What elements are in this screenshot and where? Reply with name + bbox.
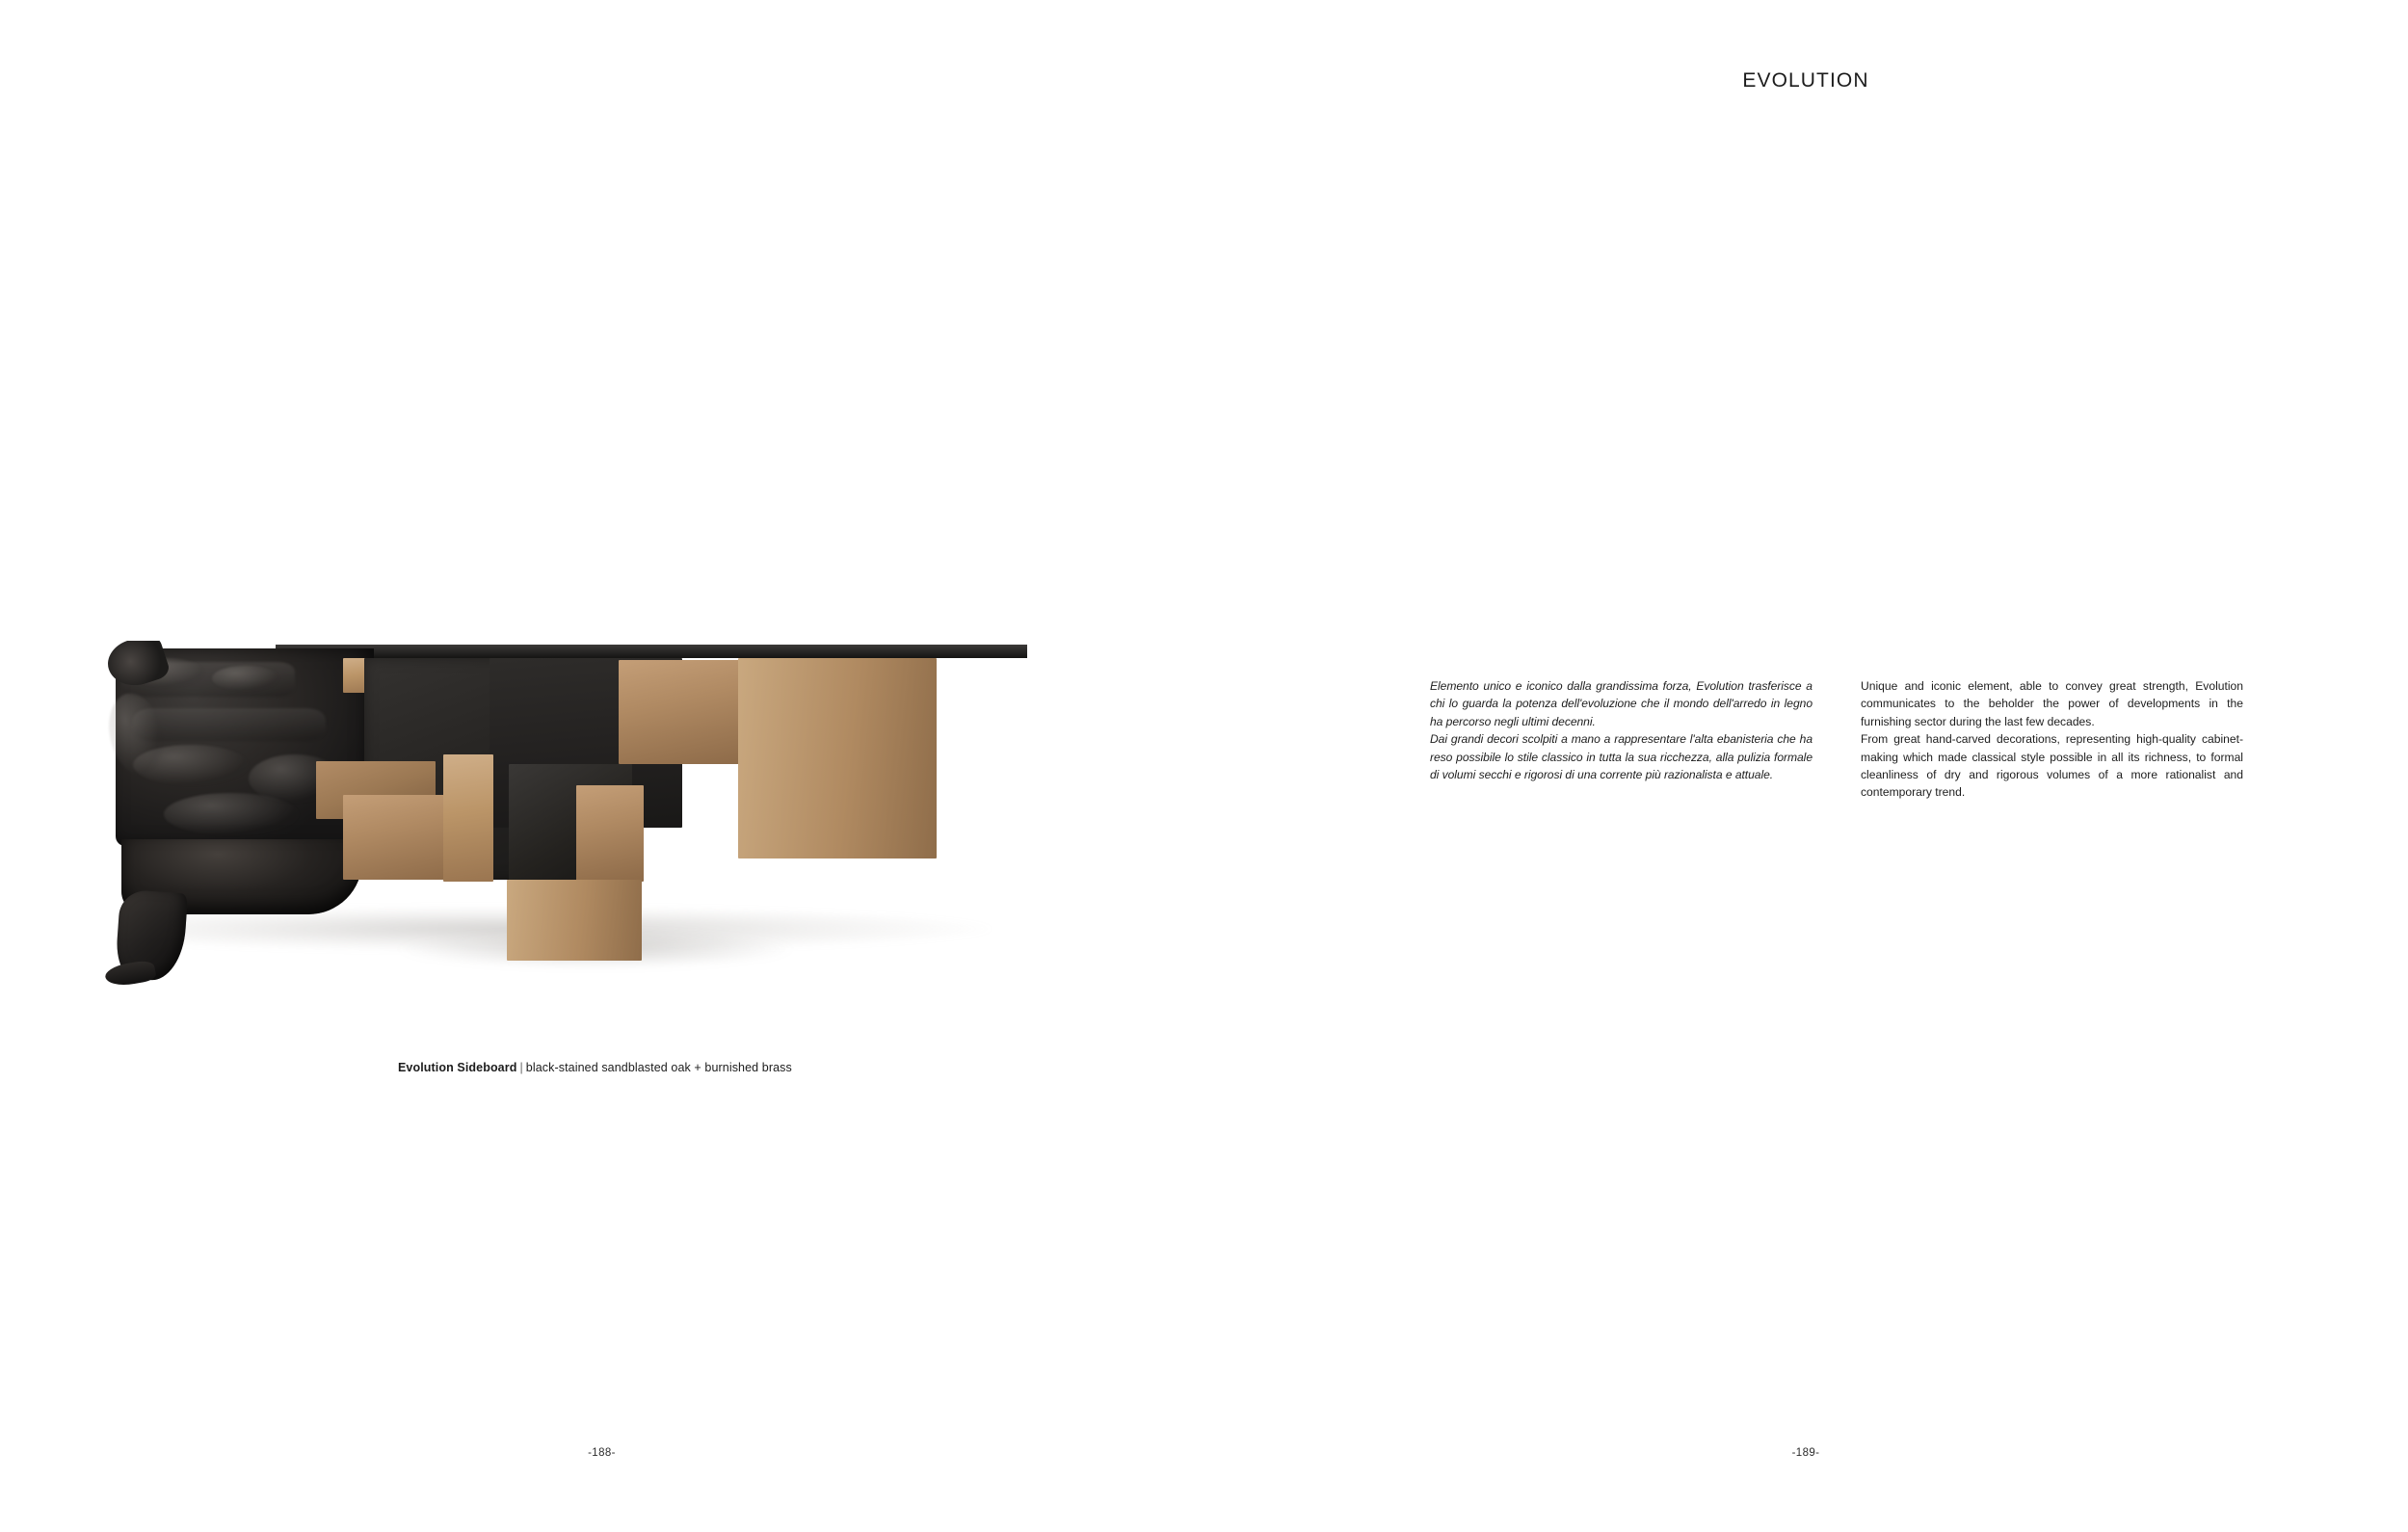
folio-right: -189- [1791, 1447, 1820, 1459]
paragraph-italian-1: Elemento unico e iconico dalla grandissima forza, Evolution trasferisce a chi lo guarda la potenza dell'evoluzione che il mondo dell'arredo in legno ha percorso negli ultimi decenni. [1430, 679, 1813, 728]
carved-cabriole-leg [115, 889, 188, 983]
paragraph-english-2: From great hand-carved decorations, representing high-quality cabinet-making which made classical style possible in all its richness, to formal cleanliness of dry and rigorous volumes of a more rationalist and contemporary trend. [1861, 732, 2243, 800]
carving-detail [164, 793, 299, 835]
caption-product-name: Evolution Sideboard [398, 1061, 517, 1074]
caption-materials: black-stained sandblasted oak + burnished brass [525, 1061, 792, 1074]
description-columns [1430, 677, 2244, 802]
brass-panel-right [738, 658, 937, 858]
folio-left: -188- [588, 1447, 616, 1459]
figure-caption [398, 1061, 792, 1074]
column-italian [1430, 677, 1813, 802]
brass-panel-inset [576, 785, 644, 882]
paragraph-english-1: Unique and iconic element, able to convey great strength, Evolution communicates to the beholder the power of developments in the furnishing sector during the last few decades. [1861, 679, 2243, 728]
brass-panel-vertical [443, 754, 493, 882]
product-image [104, 641, 1087, 1036]
caption-separator: | [519, 1061, 523, 1074]
carving-detail [212, 666, 279, 691]
column-english [1861, 677, 2243, 802]
brass-panel-lower-left [343, 795, 459, 880]
brass-panel-upper-center [619, 660, 750, 764]
right-page [1204, 0, 2408, 1532]
paragraph-italian-2: Dai grandi decori scolpiti a mano a rappresentare l'alta ebanisteria che ha reso possibile lo stile classico in tutta la sua ricchezza, alla pulizia formale di volumi secchi e rigorosi di una corrente più razionalista e attuale. [1430, 732, 1813, 781]
running-head-title: EVOLUTION [1742, 69, 1869, 92]
brass-plinth-base [507, 880, 642, 961]
product-figure [104, 641, 1087, 1036]
sideboard-top-slab [276, 645, 1027, 658]
